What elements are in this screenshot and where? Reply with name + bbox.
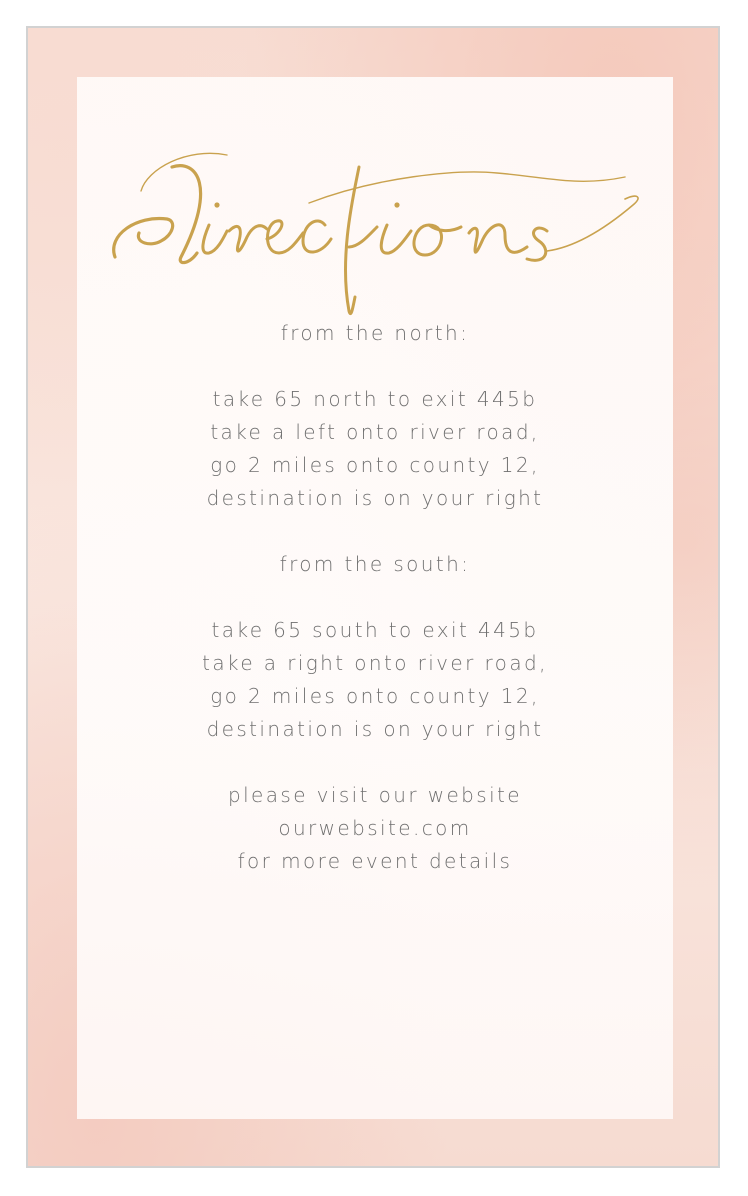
north-line: take 65 north to exit 445b — [212, 387, 538, 411]
north-heading: from the north: — [280, 321, 470, 345]
south-line: take a right onto river road, — [202, 651, 548, 675]
directions-card — [26, 26, 720, 1168]
section-gap — [77, 581, 673, 614]
card-inner-panel — [77, 77, 673, 1119]
north-line: destination is on your right — [206, 486, 544, 510]
section-gap — [77, 515, 673, 548]
south-line: destination is on your right — [206, 717, 544, 741]
directions-text-block — [77, 317, 673, 878]
website-line: please visit our website — [227, 783, 523, 807]
north-line: take a left onto river road, — [210, 420, 540, 444]
south-line: take 65 south to exit 445b — [211, 618, 539, 642]
north-line: go 2 miles onto county 12, — [210, 453, 540, 477]
script-title — [77, 107, 673, 317]
south-heading: from the south: — [279, 552, 471, 576]
section-gap — [77, 350, 673, 383]
website-line: for more event details — [237, 849, 513, 873]
website-url: ourwebsite.com — [278, 816, 472, 840]
script-title-lettering — [77, 107, 673, 317]
south-line: go 2 miles onto county 12, — [210, 684, 540, 708]
section-gap — [77, 746, 673, 779]
